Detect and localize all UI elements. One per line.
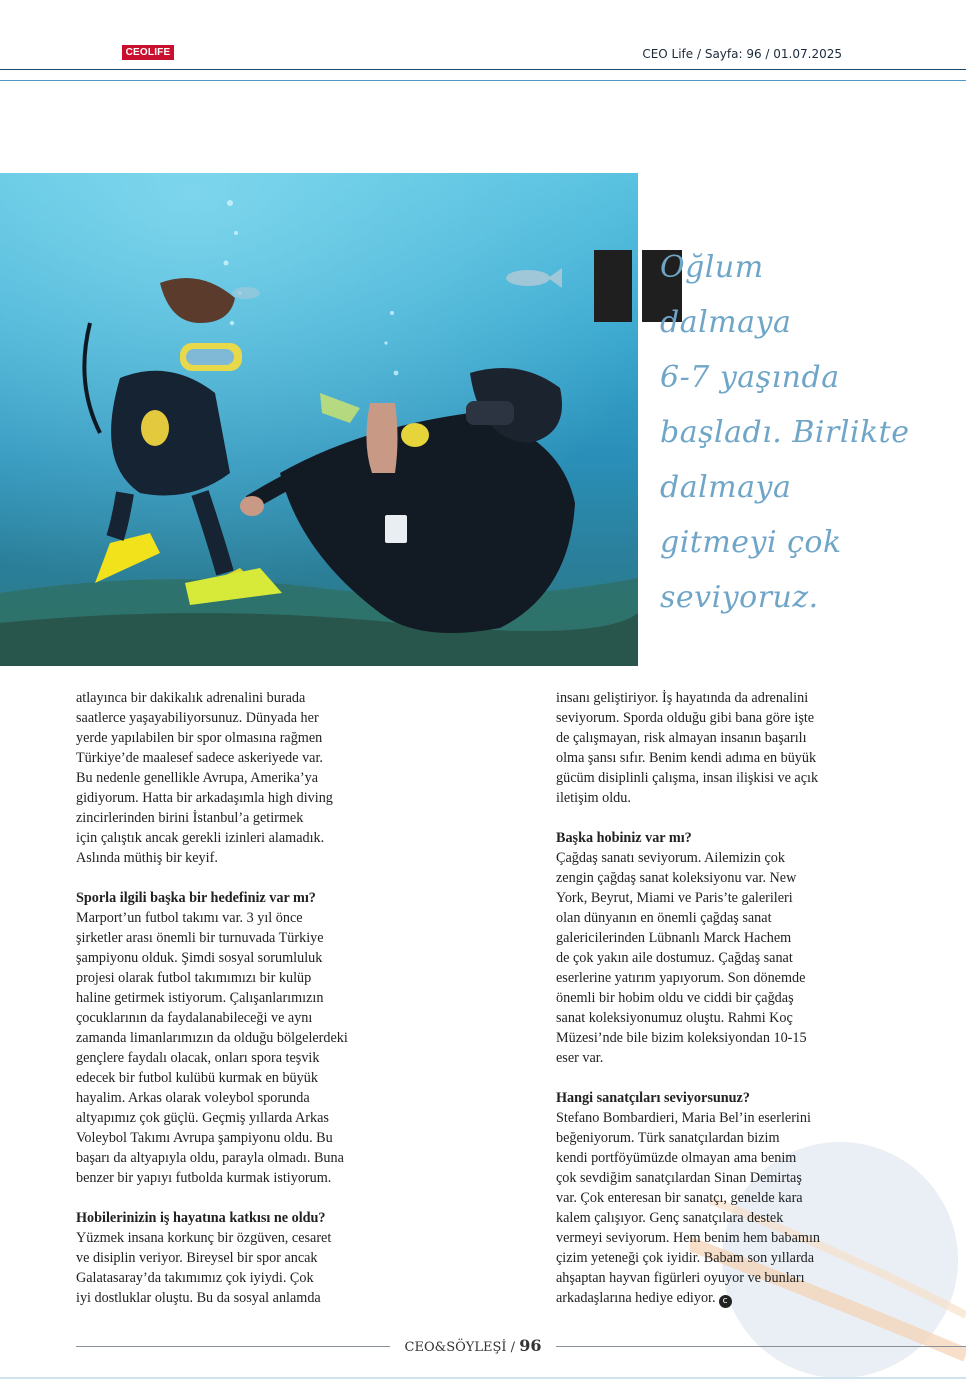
body-text-line — [556, 868, 886, 888]
underwater-divers-illustration — [0, 173, 638, 666]
line-text: var. Çok enteresan bir sanatçı, genelde kara — [556, 1190, 803, 1206]
line-text: altyapımız çok güçlü. Geçmiş yıllarda Arkas — [76, 1110, 329, 1126]
footer-divider-right — [556, 1346, 966, 1347]
body-text-line — [556, 1148, 886, 1168]
line-text: Aslında müthiş bir keyif. — [76, 850, 218, 866]
body-text-line — [76, 1088, 406, 1108]
line-text: Sporla ilgili başka bir hedefiniz var mı? — [76, 890, 316, 906]
line-text: Yüzmek insana korkunç bir özgüven, cesaret — [76, 1230, 332, 1246]
interview-question — [76, 888, 406, 908]
body-text-line — [556, 848, 886, 868]
interview-question — [556, 1088, 886, 1108]
footer-section — [390, 1336, 556, 1355]
interview-question — [76, 1208, 406, 1228]
body-text-line — [556, 1008, 886, 1028]
body-text-line — [76, 908, 406, 928]
page-number: 96 — [519, 1336, 542, 1355]
line-text: Çağdaş sanatı seviyorum. Ailemizin çok — [556, 850, 785, 866]
body-text-line — [556, 788, 886, 808]
header-divider-accent — [0, 80, 966, 81]
line-text: insanı geliştiriyor. İş hayatında da adrenalini — [556, 690, 809, 706]
line-text: yerde yapılabilen bir spor olmasına rağmen — [76, 730, 323, 746]
body-text-line — [556, 1228, 886, 1248]
line-text: atlayınca bir dakikalık adrenalini burada — [76, 690, 306, 706]
line-text: olma şansı sıfır. Benim kendi adıma en büyük — [556, 750, 817, 766]
line-text: çizim yeteneği çok iyidir. Babam son yıllarda — [556, 1250, 815, 1266]
line-text: projesi olarak futbol takımımızı bir kulüp — [76, 970, 312, 986]
body-text-line — [556, 1248, 886, 1268]
line-text: iletişim oldu. — [556, 790, 631, 806]
header-page-info: CEO Life / Sayfa: 96 / 01.07.2025 — [642, 47, 842, 61]
line-text: Hangi sanatçıları seviyorsunuz? — [556, 1090, 750, 1106]
body-text-line — [76, 948, 406, 968]
body-text-line — [556, 928, 886, 948]
line-text: seviyorum. Sporda olduğu gibi bana göre işte — [556, 710, 815, 726]
body-text-line — [76, 708, 406, 728]
body-text-line — [76, 788, 406, 808]
body-text-line — [76, 1168, 406, 1188]
article-column-right — [556, 688, 886, 1308]
line-text: eserlerine yatırım yapıyorum. Son dönemde — [556, 970, 806, 986]
line-text: şampiyonu olduk. Şimdi sosyal sorumluluk — [76, 950, 323, 966]
pull-quote-line: Oğlum — [660, 250, 764, 285]
line-text: şirketler arası önemli bir turnuvada Türkiye — [76, 930, 324, 946]
body-text-line — [556, 748, 886, 768]
footer-divider-left — [76, 1346, 390, 1347]
line-text: çok sevdiğim sanatçılardan Sinan Demirtaş — [556, 1170, 802, 1186]
line-text: edecek bir futbol kulübü kurmak en büyük — [76, 1070, 318, 1086]
body-text-line — [76, 1008, 406, 1028]
pull-quote-line: dalmaya — [660, 305, 792, 340]
diving-photo — [0, 173, 638, 666]
paragraph-gap — [76, 1188, 406, 1208]
line-text: önemli bir hobim oldu ve ciddi bir çağdaş — [556, 990, 794, 1006]
body-text-line — [556, 988, 886, 1008]
line-text: Hobilerinizin iş hayatına katkısı ne oldu? — [76, 1210, 326, 1226]
line-text: arkadaşlarına hediye ediyor. — [556, 1290, 716, 1306]
line-text: ahşaptan hayvan figürleri oyuyor ve bunları — [556, 1270, 805, 1286]
body-text-line — [76, 1068, 406, 1088]
body-text-line — [76, 1288, 406, 1308]
pull-quote-line: seviyoruz. — [660, 580, 819, 615]
body-text-line — [556, 1208, 886, 1228]
body-text-line — [556, 948, 886, 968]
body-text-line — [76, 848, 406, 868]
line-text: de çalışmayan, risk almayan insanın başarılı — [556, 730, 807, 746]
interview-question — [556, 828, 886, 848]
line-text: gençlere faydalı olacak, onları spora teşvik — [76, 1050, 320, 1066]
line-text: galericilerinden Lübnanlı Marck Hachem — [556, 930, 792, 946]
body-text-line — [76, 828, 406, 848]
line-text: Stefano Bombardieri, Maria Bel’in eserlerini — [556, 1110, 811, 1126]
line-text: Türkiye’de maalesef sadece askeriyede var. — [76, 750, 323, 766]
body-text-line — [556, 888, 886, 908]
body-text-line — [556, 1288, 886, 1308]
body-text-line — [556, 728, 886, 748]
line-text: kalem çalışıyor. Genç sanatçılara destek — [556, 1210, 784, 1226]
body-text-line — [76, 688, 406, 708]
ceolife-logo: CEOLIFE — [122, 45, 174, 60]
line-text: iyi dostluklar oluştu. Bu da sosyal anlamda — [76, 1290, 321, 1306]
line-text: kendi portföyümüzde olmayan ama benim — [556, 1150, 797, 1166]
line-text: zamanda limanlarımızın da olduğu bölgelerdeki — [76, 1030, 348, 1046]
body-text-line — [556, 1128, 886, 1148]
line-text: Müzesi’nde bile bizim koleksiyondan 10-15 — [556, 1030, 807, 1046]
line-text: York, Beyrut, Miami ve Paris’te galerileri — [556, 890, 793, 906]
body-text-line — [76, 1108, 406, 1128]
line-text: Başka hobiniz var mı? — [556, 830, 692, 846]
body-text-line — [76, 808, 406, 828]
body-text-line — [76, 1228, 406, 1248]
article-column-left — [76, 688, 406, 1308]
paragraph-gap — [556, 1068, 886, 1088]
line-text: Marport’un futbol takımı var. 3 yıl önce — [76, 910, 303, 926]
line-text: vermeyi seviyorum. Hem benim hem babamın — [556, 1230, 820, 1246]
body-text-line — [556, 1048, 886, 1068]
body-text-line — [556, 968, 886, 988]
line-text: başarı da altyapıyla oldu, parayla olmadı. Buna — [76, 1150, 344, 1166]
line-text: beğeniyorum. Türk sanatçılardan bizim — [556, 1130, 780, 1146]
pull-quote-line: 6-7 yaşında — [660, 360, 840, 395]
line-text: zincirlerinden birini İstanbul’a getirmek — [76, 810, 304, 826]
body-text-line — [76, 748, 406, 768]
body-text-line — [556, 1028, 886, 1048]
pull-quote-line: başladı. Birlikte — [660, 415, 910, 450]
body-text-line — [556, 1108, 886, 1128]
body-text-line — [556, 768, 886, 788]
paragraph-gap — [76, 868, 406, 888]
line-text: eser var. — [556, 1050, 604, 1066]
body-text-line — [76, 1268, 406, 1288]
line-text: Galatasaray’da takımımız çok iyiydi. Çok — [76, 1270, 314, 1286]
header-divider — [0, 69, 966, 70]
line-text: zengin çağdaş sanat koleksiyonu var. New — [556, 870, 797, 886]
body-text-line — [556, 708, 886, 728]
pull-quote-line: gitmeyi çok — [660, 525, 842, 560]
footer-separator: / — [510, 1340, 516, 1355]
body-text-line — [556, 1188, 886, 1208]
line-text: benzer bir yapıyı futbolda kurmak istiyorum. — [76, 1170, 332, 1186]
paragraph-gap — [556, 808, 886, 828]
footer-section-label: CEO&SÖYLEŞİ — [404, 1340, 507, 1355]
pull-quote — [660, 240, 956, 625]
body-text-line — [556, 908, 886, 928]
line-text: gidiyorum. Hatta bir arkadaşımla high diving — [76, 790, 333, 806]
body-text-line — [76, 988, 406, 1008]
line-text: sanat koleksiyonumuz oluştu. Rahmi Koç — [556, 1010, 793, 1026]
body-text-line — [556, 1268, 886, 1288]
line-text: de çok yakın aile dostumuz. Çağdaş sanat — [556, 950, 793, 966]
pull-quote-line: dalmaya — [660, 470, 792, 505]
body-text-line — [556, 1168, 886, 1188]
line-text: Bu nedenle genellikle Avrupa, Amerika’ya — [76, 770, 319, 786]
line-text: haline getirmek istiyorum. Çalışanlarımızın — [76, 990, 324, 1006]
line-text: ve disiplin veriyor. Bireysel bir spor ancak — [76, 1250, 318, 1266]
line-text: Voleybol Takımı Avrupa şampiyonu oldu. Bu — [76, 1130, 333, 1146]
line-text: gücüm disiplinli çalışma, insan ilişkisi ve açık — [556, 770, 819, 786]
body-text-line — [76, 728, 406, 748]
body-text-line — [76, 768, 406, 788]
line-text: saatlerce yaşayabiliyorsunuz. Dünyada her — [76, 710, 319, 726]
body-text-line — [556, 688, 886, 708]
body-text-line — [76, 1028, 406, 1048]
article-end-icon: c — [719, 1295, 732, 1308]
body-text-line — [76, 928, 406, 948]
line-text: hayalim. Arkas olarak voleybol sporunda — [76, 1090, 310, 1106]
body-text-line — [76, 968, 406, 988]
body-text-line — [76, 1148, 406, 1168]
line-text: çocuklarının da faydalanabileceği ve aynı — [76, 1010, 313, 1026]
line-text: olan dünyanın en önemli çağdaş sanat — [556, 910, 772, 926]
body-text-line — [76, 1048, 406, 1068]
body-text-line — [76, 1128, 406, 1148]
body-text-line — [76, 1248, 406, 1268]
line-text: için çalıştık ancak gerekli izinleri alamadık. — [76, 830, 325, 846]
